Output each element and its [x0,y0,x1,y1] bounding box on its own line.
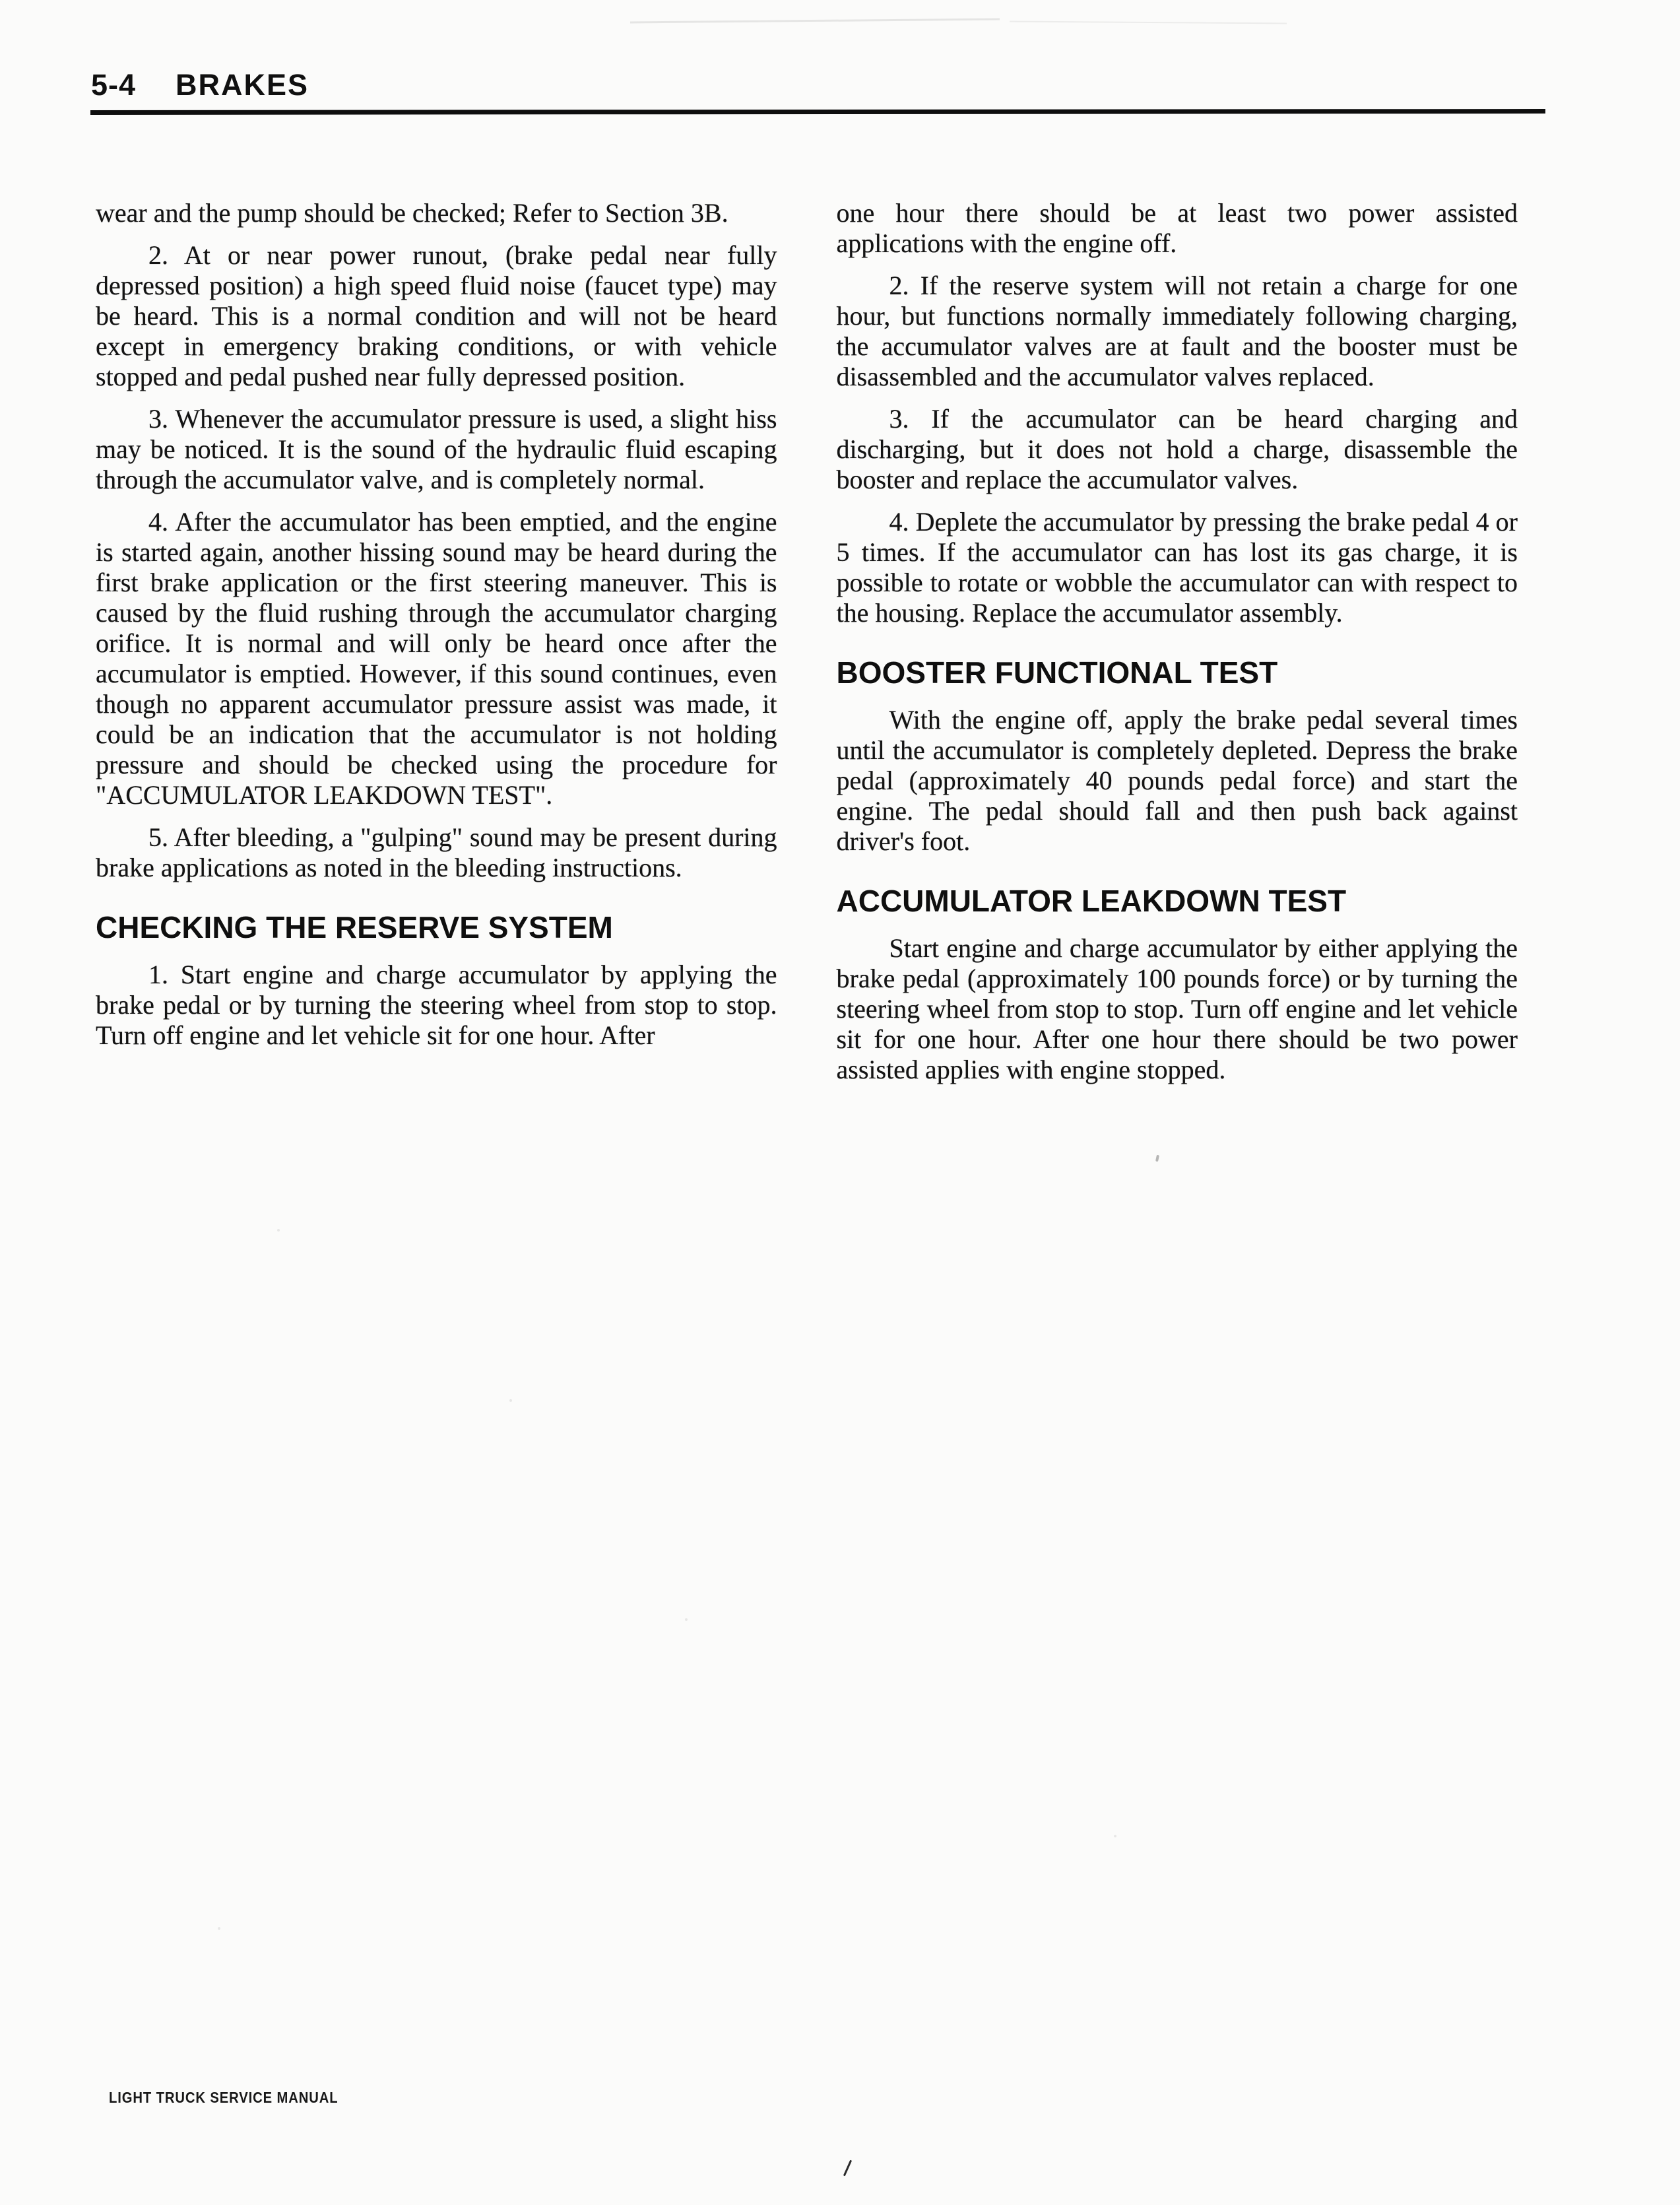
scan-stray-mark [843,2160,852,2177]
body-paragraph: Start engine and charge accumulator by either applying the brake pedal (approximately 100 pounds force) or by turning the steering wheel from stop to stop. Turn off engine and let vehicle sit for one hour. After one hour there should be two power assisted applies with engine stopped. [836,933,1518,1084]
running-head [91,70,309,100]
right-column [837,198,1518,1097]
scan-speck [277,1229,280,1232]
body-paragraph: one hour there should be at least two power assisted applications with the engine off. [836,198,1518,258]
text-columns [96,198,1518,1097]
body-paragraph: 1. Start engine and charge accumulator by applying the brake pedal or by turning the steering wheel from stop to stop. Turn off engine and let vehicle sit for one hour. After [96,960,777,1050]
scan-streak [1010,21,1287,24]
section-heading-accumulator-leakdown-test: ACCUMULATOR LEAKDOWN TEST [836,884,1347,918]
body-paragraph: 3. If the accumulator can be heard charging and discharging, but it does not hold a charge, disassemble the booster and replace the accumulator valves. [836,404,1518,494]
scan-speck [218,1927,220,1930]
section-heading-booster-functional-test: BOOSTER FUNCTIONAL TEST [836,655,1278,690]
body-paragraph: With the engine off, apply the brake pedal several times until the accumulator is completely depleted. Depress the brake pedal (approximately 40 pounds pedal force) and start the engine. The pedal should fall and then push back against driver's foot. [836,705,1518,856]
body-paragraph: 4. Deplete the accumulator by pressing the brake pedal 4 or 5 times. If the accumulator can has lost its gas charge, it is possible to rotate or wobble the accumulator can with respect to the housing. Replace the accumulator assembly. [836,507,1518,628]
scan-speck [509,1399,512,1402]
body-paragraph: 5. After bleeding, a "gulping" sound may be present during brake applications as noted in the bleeding instructions. [96,822,777,882]
body-paragraph: 4. After the accumulator has been emptied, and the engine is started again, another hissing sound may be heard during the first brake application or the first steering maneuver. This is caused by the fluid rushing through the accumulator charging orifice. It is normal and will only be heard once after the accumulator is emptied. However, if this sound continues, even though no apparent accumulator pressure assist was made, it could be an indication that the accumulator is not holding pressure and should be checked using the procedure for "ACCUMULATOR LEAKDOWN TEST". [96,507,777,810]
section-title: BRAKES [176,68,309,102]
footer-label: LIGHT TRUCK SERVICE MANUAL [109,2089,339,2106]
page-number: 5-4 [91,68,137,102]
header-rule [90,109,1545,115]
scan-tick-mark [1155,1155,1159,1162]
left-column [96,198,777,1097]
body-paragraph: 2. At or near power runout, (brake pedal near fully depressed position) a high speed fluid noise (faucet type) may be heard. This is a normal condition and will not be heard except in emergency braking conditions, or with vehicle stopped and pedal pushed near fully depressed position. [96,240,777,391]
scan-speck [685,1618,688,1621]
scan-speck [1114,1835,1116,1837]
body-paragraph: 2. If the reserve system will not retain a charge for one hour, but functions normally immediately following charging, the accumulator valves are at fault and the booster must be disassembled and the accumulator valves replaced. [836,271,1518,391]
scan-streak [630,18,1000,24]
body-paragraph: wear and the pump should be checked; Refer to Section 3B. [96,198,728,228]
section-heading-checking-reserve-system: CHECKING THE RESERVE SYSTEM [96,910,613,944]
body-paragraph: 3. Whenever the accumulator pressure is used, a slight hiss may be noticed. It is the sound of the hydraulic fluid escaping through the accumulator valve, and is completely normal. [96,404,777,494]
